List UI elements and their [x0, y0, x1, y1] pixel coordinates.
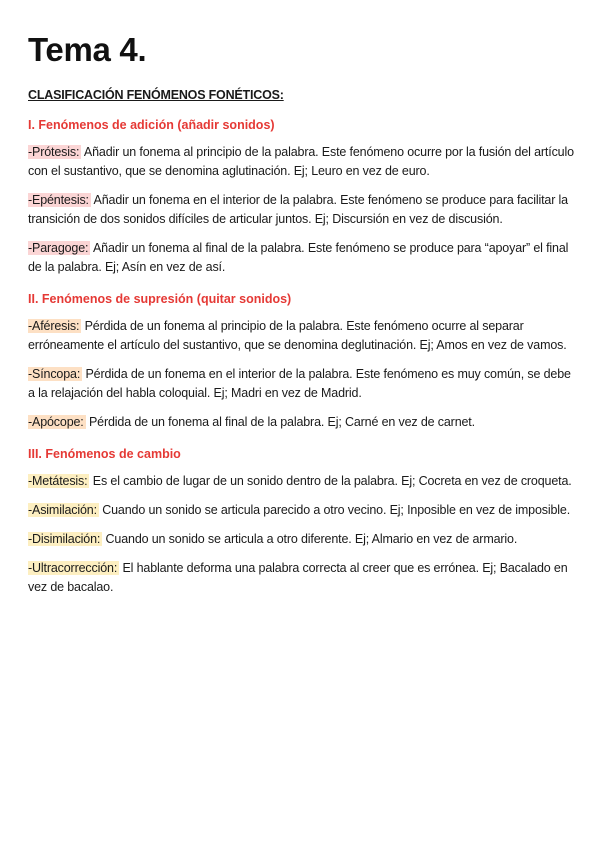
term-label: -Paragoge: — [28, 241, 89, 255]
section-change — [28, 446, 574, 597]
definition-text: Pérdida de un fonema al principio de la palabra. Este fenómeno ocurre al separar erróneamente el artículo del sustantivo, que se denomina deglutinación. Ej; Amos en vez de vamos. — [28, 319, 567, 352]
definition-text: Cuando un sonido se articula parecido a otro vecino. Ej; Inposible en vez de imposible. — [98, 503, 571, 517]
definition-item — [28, 472, 574, 491]
definition-item — [28, 365, 574, 403]
section-suppression — [28, 291, 574, 432]
term-label: -Prótesis: — [28, 145, 80, 159]
definition-text: Añadir un fonema al final de la palabra. Este fenómeno se produce para “apoyar” el final de la palabra. Ej; Asín en vez de así. — [28, 241, 569, 274]
document-page — [28, 30, 574, 597]
definition-item — [28, 191, 574, 229]
term-label: -Ultracorrección: — [28, 561, 118, 575]
definition-item — [28, 317, 574, 355]
definition-text: Cuando un sonido se articula a otro diferente. Ej; Almario en vez de armario. — [102, 532, 518, 546]
definition-text: Pérdida de un fonema al final de la palabra. Ej; Carné en vez de carnet. — [85, 415, 475, 429]
section-title: III. Fenómenos de cambio — [28, 447, 181, 461]
document-subtitle: CLASIFICACIÓN FENÓMENOS FONÉTICOS: — [28, 88, 284, 102]
section-title: II. Fenómenos de supresión (quitar sonidos) — [28, 292, 292, 306]
definition-text: Añadir un fonema al principio de la palabra. Este fenómeno ocurre por la fusión del artículo con el sustantivo, que se denomina aglutinación. Ej; Leuro en vez de euro. — [28, 145, 574, 178]
section-title: I. Fenómenos de adición (añadir sonidos) — [28, 118, 275, 132]
definition-item — [28, 143, 574, 181]
term-label: -Asimilación: — [28, 503, 97, 517]
term-label: -Disimilación: — [28, 532, 101, 546]
page-title: Tema 4. — [28, 31, 147, 68]
definition-item — [28, 530, 574, 549]
definition-text: Pérdida de un fonema en el interior de la palabra. Este fenómeno es muy común, se debe a la relajación del habla coloquial. Ej; Madri en vez de Madrid. — [28, 367, 571, 400]
term-label: -Síncopa: — [28, 367, 81, 381]
definition-text: Es el cambio de lugar de un sonido dentro de la palabra. Ej; Cocreta en vez de croqueta. — [89, 474, 572, 488]
definition-text: Añadir un fonema en el interior de la palabra. Este fenómeno se produce para facilitar la transición de dos sonidos difíciles de articular juntos. Ej; Discursión en vez de discusión. — [28, 193, 568, 226]
section-addition — [28, 117, 574, 277]
definition-item — [28, 239, 574, 277]
definition-item — [28, 413, 574, 432]
term-label: -Epéntesis: — [28, 193, 89, 207]
term-label: -Aféresis: — [28, 319, 80, 333]
term-label: -Metátesis: — [28, 474, 88, 488]
term-label: -Apócope: — [28, 415, 84, 429]
definition-item — [28, 559, 574, 597]
definition-item — [28, 501, 574, 520]
definition-text: El hablante deforma una palabra correcta al creer que es errónea. Ej; Bacalado en vez de bacalao. — [28, 561, 568, 594]
